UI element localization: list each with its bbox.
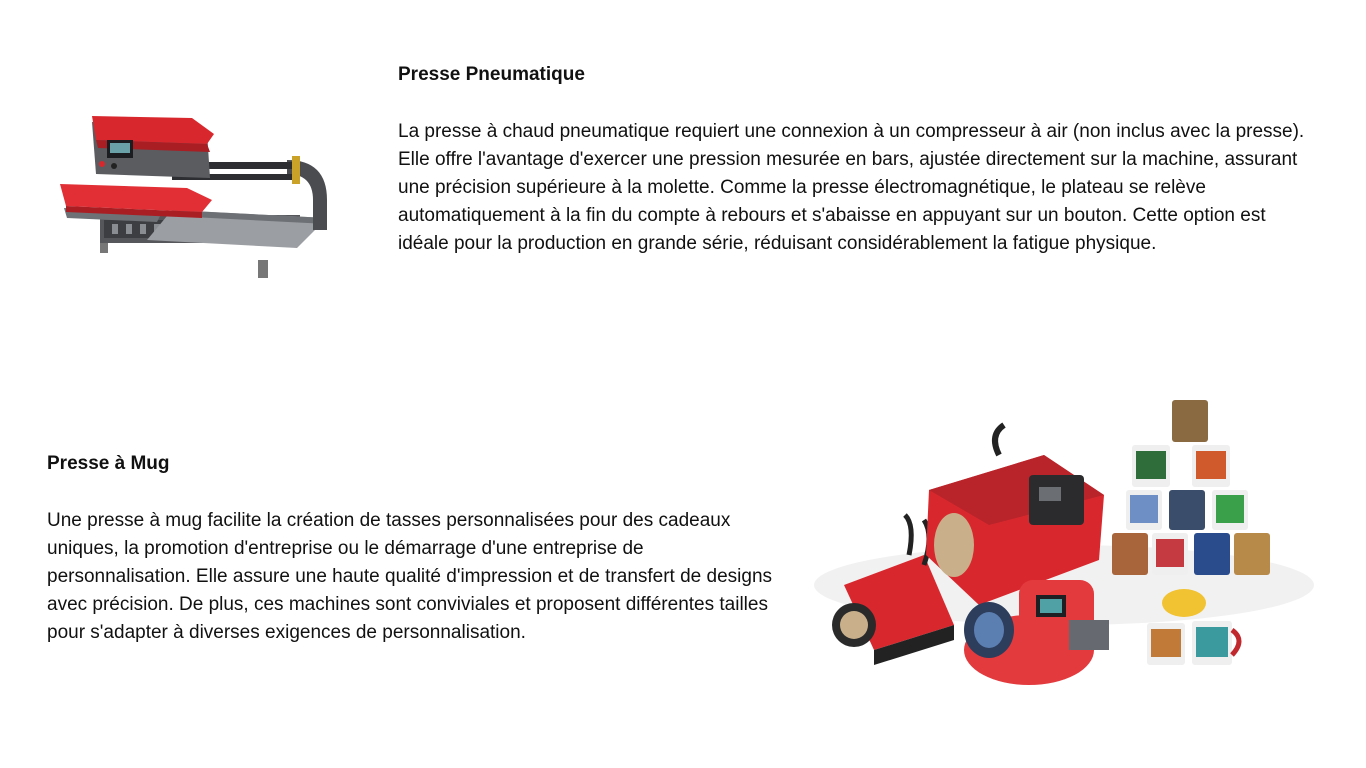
pneumatic-heat-press-icon xyxy=(52,100,342,290)
section-body: La presse à chaud pneumatique requiert une connexion à un compresseur à air (non inclus avec la presse). Elle offre l'avantage d'exercer une pression mesurée en bars, ajustée directement sur la machine, assurant une précision supérieure à la molette. Comme la presse électromagnétique, le plateau se relève automatiquement à la fin du compte à rebours et s'abaisse en appuyant sur un bouton. Cette option est idéale pour la production en grande série, réduisant considérablement la fatigue physique. xyxy=(398,121,1305,254)
section-title: Presse Pneumatique xyxy=(398,64,585,85)
mug-press-and-mugs-icon xyxy=(814,395,1329,700)
section-body: Une presse à mug facilite la création de tasses personnalisées pour des cadeaux uniques, la promotion d'entreprise ou le démarrage d'une entreprise de personnalisation. Elle assure une haute qualité d'impression et de transfert de designs avec précision. De plus, ces machines sont conviviales et proposent différentes tailles pour s'adapter à diverses exigences de personnalisation. xyxy=(47,510,773,643)
section-title: Presse à Mug xyxy=(47,453,170,474)
